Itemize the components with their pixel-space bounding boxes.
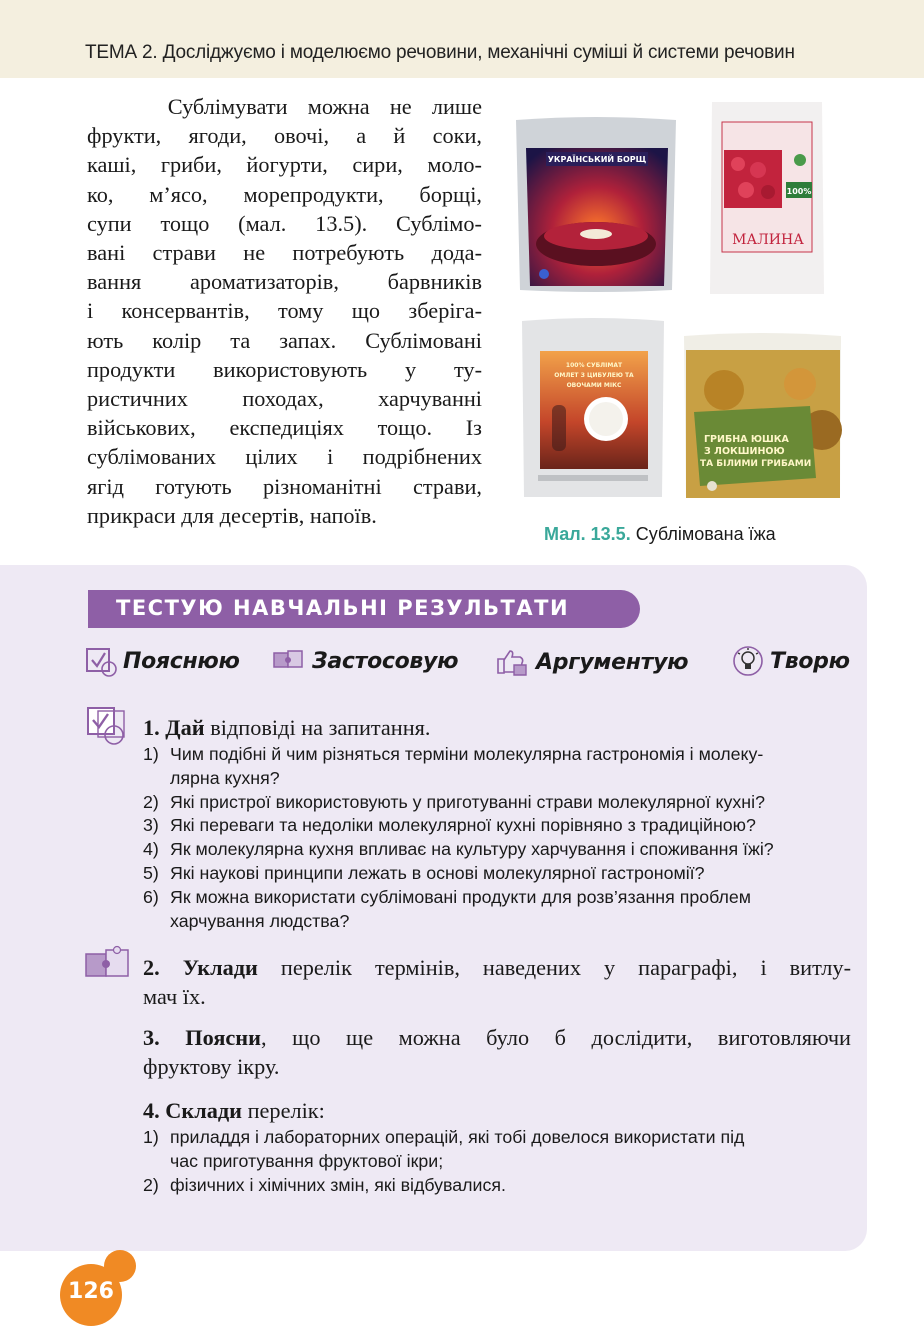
soup-label-2: З ЛОКШИНОЮ	[704, 446, 785, 457]
task-3-line: 3. Поясни, що ще можна було б дослідити, виготовляючи	[143, 1025, 851, 1050]
question-item: 6) Як можна використати сублімовані продукти для розв’язання проблем харчування людства?	[143, 886, 751, 931]
section-banner	[88, 590, 640, 628]
paragraph-line: фрукти, ягоди, овочі, а й соки,	[87, 123, 482, 149]
task-verb: 4. Склади	[143, 1098, 243, 1123]
skill-apply	[272, 645, 458, 677]
skill-explain	[85, 645, 240, 677]
figure-caption	[544, 524, 776, 545]
raspberry-badge: 100%	[786, 187, 812, 196]
paragraph-line: вання ароматизаторів, барвників	[87, 269, 482, 295]
raspberry-pouch-photo	[706, 98, 828, 298]
thumbs-up-down-icon	[494, 645, 530, 679]
task-text: відповіді на запитання.	[204, 715, 431, 740]
list-item: 1) приладдя і лабораторних операцій, які тобі довелося використати під час приготування фруктової ікри;	[143, 1127, 745, 1171]
task-3	[143, 1023, 851, 1081]
soup-label-3: ТА БІЛИМИ ГРИБАМИ	[700, 459, 812, 469]
topic-title: ТЕМА 2. Досліджуємо і моделюємо речовини, механічні суміші й системи речовин	[85, 42, 795, 63]
paragraph-line: ко, м’ясо, морепродукти, борщі,	[87, 181, 482, 207]
puzzle-icon	[272, 645, 306, 677]
page-number: 126	[68, 1279, 114, 1304]
borsch-label: УКРАЇНСЬКИЙ БОРЩ	[547, 155, 647, 164]
skill-label: Творю	[770, 648, 850, 674]
paragraph-line: ягід готують різноманітні страви,	[87, 473, 482, 499]
task-2-line: 2. Уклади перелік термінів, наведених у параграфі, і витлу-	[143, 955, 852, 980]
task-number: 1.	[143, 715, 160, 740]
svg-text:100% СУБЛІМАТ: 100% СУБЛІМАТ	[565, 362, 623, 369]
skill-label: Застосовую	[312, 648, 459, 674]
task-2	[143, 953, 851, 1011]
page-header	[0, 0, 924, 78]
puzzle-icon	[84, 944, 132, 984]
question-item: 3) Які переваги та недоліки молекулярної кухні порівняно з традиційною?	[143, 815, 756, 836]
paragraph-line: Сублімувати можна не лише	[87, 94, 482, 119]
paragraph-line: і консервантів, тому що зберіга-	[87, 298, 482, 324]
list-item: 2) фізичних і хімічних змін, які відбувалися.	[143, 1174, 506, 1195]
caption-number: Мал. 13.5.	[544, 524, 631, 544]
task-2-line: мач їх.	[143, 984, 206, 1009]
body-paragraph	[87, 92, 482, 530]
paragraph-line: сублімованих цілих і подрібнених	[87, 444, 482, 470]
checkbox-pencil-icon	[85, 645, 117, 677]
task-3-line: фруктову ікру.	[143, 1054, 280, 1079]
paragraph-line: прикраси для десертів, напоїв.	[87, 502, 377, 528]
question-item: 1) Чим подібні й чим різняться терміни молекулярна гастрономія і молеку- лярна кухня?	[143, 744, 764, 788]
skill-label: Аргументую	[536, 649, 689, 675]
omelet-pouch-photo	[518, 315, 668, 500]
svg-text:ОМЛЕТ З ЦИБУЛЕЮ ТА: ОМЛЕТ З ЦИБУЛЕЮ ТА	[554, 372, 634, 379]
paragraph-line: ють колір та запах. Сублімовані	[87, 327, 482, 353]
task-4-items	[143, 1126, 853, 1197]
task-1-title	[143, 713, 431, 742]
paragraph-line: супи тощо (мал. 13.5). Сублімо-	[87, 210, 482, 236]
skill-create	[732, 645, 850, 677]
paragraph-line: продукти використовують у ту-	[87, 356, 482, 382]
raspberry-label: МАЛИНА	[732, 232, 804, 248]
question-item: 5) Які наукові принципи лежать в основі молекулярної гастрономії?	[143, 862, 705, 883]
paragraph-line: каші, гриби, йогурти, сири, моло-	[87, 152, 482, 178]
borsch-pouch-photo	[512, 114, 680, 294]
paragraph-line: ристичних походах, харчуванні	[87, 386, 482, 412]
caption-text: Сублімована їжа	[630, 524, 776, 544]
task-1-questions	[143, 743, 853, 933]
mushroom-soup-pouch-photo	[680, 330, 845, 502]
section-banner-title: ТЕСТУЮ НАВЧАЛЬНІ РЕЗУЛЬТАТИ	[116, 596, 570, 620]
task-verb: Дай	[159, 715, 205, 740]
lightbulb-icon	[732, 645, 764, 677]
question-item: 4) Як молекулярна кухня впливає на культуру харчування і споживання їжі?	[143, 839, 774, 860]
svg-text:ОВОЧАМИ МІКС: ОВОЧАМИ МІКС	[566, 382, 622, 389]
paragraph-line: вані страви не потребують дода-	[87, 240, 482, 266]
task-4-title	[143, 1096, 325, 1125]
question-item: 2) Які пристрої використовують у приготуванні страви молекулярної кухні?	[143, 791, 765, 812]
soup-label-1: ГРИБНА ЮШКА	[704, 434, 789, 445]
task-text: перелік:	[242, 1098, 325, 1123]
paragraph-line: військових, експедиціях тощо. Із	[87, 415, 482, 441]
skill-label: Пояснюю	[123, 648, 240, 674]
skill-argue	[494, 645, 688, 679]
checkbox-pencil-icon	[84, 705, 130, 747]
